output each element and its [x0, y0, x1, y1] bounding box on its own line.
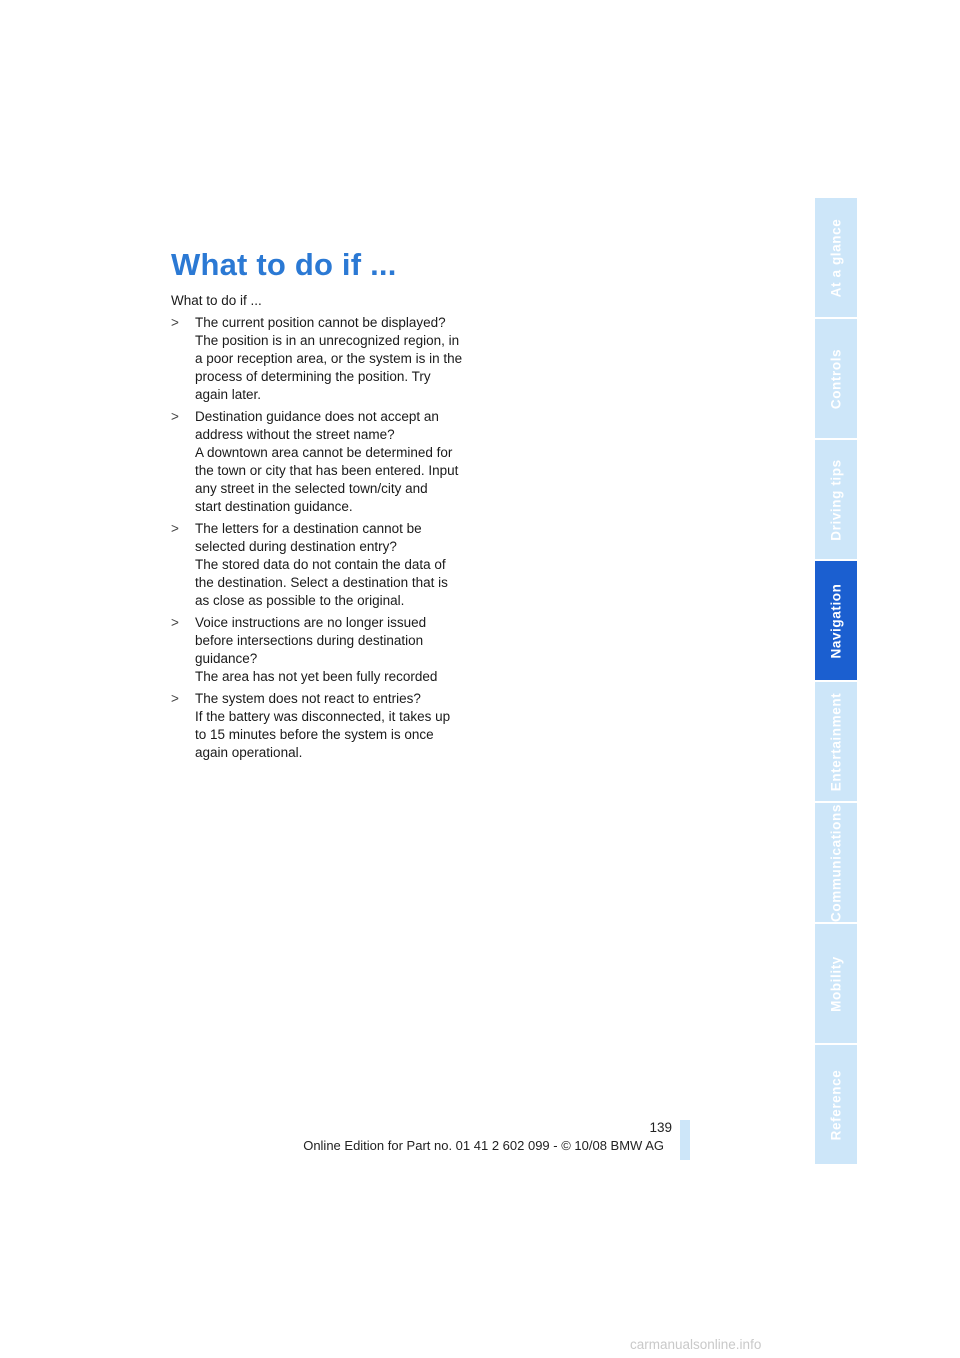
page-number: 139: [649, 1120, 672, 1135]
list-item-line: The letters for a destination cannot be: [195, 521, 422, 536]
tab-label: Mobility: [828, 955, 844, 1012]
list-item-line: start destination guidance.: [195, 499, 353, 514]
tab-label: Navigation: [828, 582, 844, 659]
list-marker: >: [171, 521, 179, 536]
list-item-line: to 15 minutes before the system is once: [195, 727, 434, 742]
list-item: [171, 614, 467, 686]
tab-navigation[interactable]: [815, 561, 857, 680]
list-item-line: as close as possible to the original.: [195, 593, 405, 608]
tab-label: Controls: [828, 348, 844, 409]
list-item-line: again operational.: [195, 745, 303, 760]
list-item-line: before intersections during destination: [195, 633, 424, 648]
list-item-line: the destination. Select a destination that is: [195, 575, 448, 590]
footer-text: Online Edition for Part no. 01 41 2 602 099 - © 10/08 BMW AG: [303, 1138, 664, 1153]
list-marker: >: [171, 615, 179, 630]
list-item: [171, 690, 467, 762]
list-item: [171, 314, 467, 404]
list-item: [171, 520, 467, 610]
list-item-line: a poor reception area, or the system is in the: [195, 351, 463, 366]
footer-bar: [680, 1120, 690, 1160]
list-item-line: the town or city that has been entered. Input: [195, 463, 459, 478]
list-item-line: process of determining the position. Try: [195, 369, 431, 384]
tab-at-a-glance[interactable]: [815, 198, 857, 317]
tab-mobility[interactable]: [815, 924, 857, 1043]
list-marker: >: [171, 315, 179, 330]
list-item-line: address without the street name?: [195, 427, 395, 442]
list-item-line: The position is in an unrecognized region, in: [195, 333, 460, 348]
list-item-line: The stored data do not contain the data of: [195, 557, 446, 572]
tab-reference[interactable]: [815, 1045, 857, 1164]
tab-label: Communications: [828, 803, 844, 922]
list-marker: >: [171, 691, 179, 706]
tab-label: Reference: [828, 1069, 844, 1140]
page-title: What to do if ...: [171, 246, 397, 282]
tab-label: At a glance: [828, 218, 844, 297]
list-item-line: If the battery was disconnected, it takes up: [195, 709, 451, 724]
intro-text: What to do if ...: [171, 293, 262, 308]
list-item: [171, 408, 467, 516]
list-marker: >: [171, 409, 179, 424]
list-item-line: The current position cannot be displayed?: [195, 315, 446, 330]
tab-label: Driving tips: [828, 458, 844, 541]
troubleshooting-list: [171, 314, 467, 762]
list-item-line: The system does not react to entries?: [195, 691, 421, 706]
chapter-tabs: [815, 198, 857, 1166]
list-item-line: guidance?: [195, 651, 258, 666]
list-item-line: The area has not yet been fully recorded: [195, 669, 438, 684]
tab-driving-tips[interactable]: [815, 440, 857, 559]
main-content: [171, 292, 467, 766]
list-item-line: Voice instructions are no longer issued: [195, 615, 427, 630]
tab-entertainment[interactable]: [815, 682, 857, 801]
tab-controls[interactable]: [815, 319, 857, 438]
watermark: carmanualsonline.info: [630, 1337, 762, 1352]
tab-communications[interactable]: [815, 803, 857, 922]
tab-label: Entertainment: [828, 692, 844, 791]
list-item-line: A downtown area cannot be determined for: [195, 445, 453, 460]
list-item-line: Destination guidance does not accept an: [195, 409, 439, 424]
list-item-line: again later.: [195, 387, 262, 402]
list-item-line: any street in the selected town/city and: [195, 481, 428, 496]
list-item-line: selected during destination entry?: [195, 539, 397, 554]
